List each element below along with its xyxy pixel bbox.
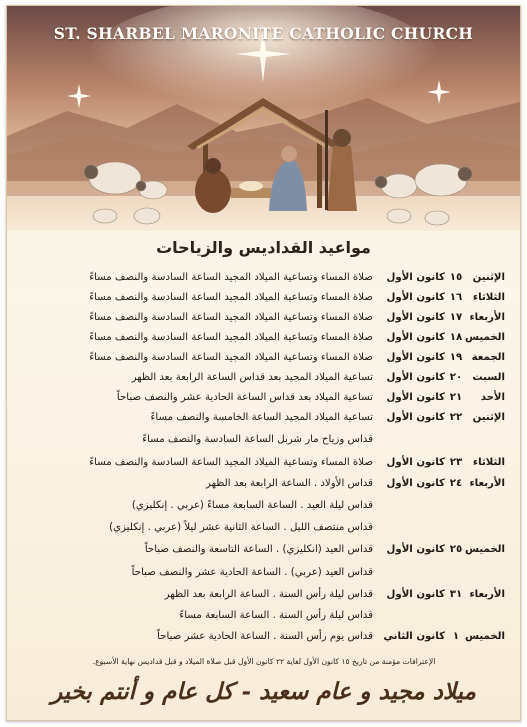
service-text: قداس الأولاد . الساعة الرابعة بعد الظهر (205, 478, 373, 489)
day-label: الثلاثاء (472, 292, 505, 303)
day-label: السبت (472, 372, 505, 383)
day-label: الإثنين (472, 412, 505, 423)
service-text: صلاة المساء وتساعية الميلاد المجيد الساعة السادسة والنصف مساءً (89, 457, 373, 468)
month-label: كانون الأول (386, 272, 445, 283)
day-label: الثلاثاء (472, 457, 505, 468)
service-text: قداس العيد (انكليزي) . الساعة التاسعة والنصف صباحاً (144, 544, 373, 555)
date-number: ١٥ (449, 272, 463, 283)
date-number: ١٧ (449, 312, 463, 323)
service-text: صلاة المساء وتساعية الميلاد المجيد الساعة السادسة والنصف مساءً (89, 312, 373, 323)
schedule-row (25, 352, 505, 370)
service-text: صلاة المساء وتساعية الميلاد المجيد الساعة السادسة والنصف مساءً (89, 352, 373, 363)
month-label: كانون الثاني (383, 631, 445, 642)
service-text: صلاة المساء وتساعية الميلاد المجيد الساعة السادسة والنصف مساءً (89, 272, 373, 283)
schedule-row (25, 332, 505, 350)
service-text: قداس ليلة رأس السنة . الساعة الرابعة بعد الظهر (164, 589, 373, 600)
month-label: كانون الأول (386, 478, 445, 489)
schedule-row-continuation (25, 567, 505, 585)
day-label: الخميس (464, 332, 505, 343)
schedule-row-continuation (25, 522, 505, 540)
day-label: الخميس (464, 544, 505, 555)
day-label: الأربعاء (469, 589, 505, 600)
service-text: قداس وزياح مار شربل الساعة السادسة والنصف مساءً (142, 434, 373, 445)
service-text: صلاة المساء وتساعية الميلاد المجيد الساعة السادسة والنصف مساءً (89, 292, 373, 303)
month-label: كانون الأول (386, 457, 445, 468)
schedule-row (25, 372, 505, 390)
schedule-row (25, 589, 505, 607)
day-label: الجمعة (471, 352, 505, 363)
schedule-row (25, 631, 505, 649)
day-label: الأربعاء (469, 478, 505, 489)
service-text: قداس ليلة العيد . الساعة السابعة مساءً (عربي . إنكليزي) (131, 500, 373, 511)
service-text: صلاة المساء وتساعية الميلاد المجيد الساعة السادسة والنصف مساءً (89, 332, 373, 343)
month-label: كانون الأول (386, 332, 445, 343)
confession-note: الإعترافات مؤمنة من تاريخ ١٥ كانون الأول لغاية ٢٢ كانون الأول قبل صلاة الميلاد و قبل قداديس نهاية الأسبوع. (92, 657, 436, 666)
schedule-row (25, 312, 505, 330)
service-text: تساعية الميلاد المجيد الساعة الخامسة والنصف مساءً (150, 412, 373, 423)
month-label: كانون الأول (386, 352, 445, 363)
schedule-row (25, 412, 505, 430)
date-number: ٢٠ (449, 372, 463, 383)
date-number: ١ (452, 631, 460, 642)
service-text: تساعية الميلاد بعد قداس الساعة الحادية عشر والنصف صباحاً (116, 392, 373, 403)
service-text: قداس منتصف الليل . الساعة الثانية عشر ليلاً (عربي . إنكليزي) (109, 522, 373, 533)
schedule-row (25, 272, 505, 290)
month-label: كانون الأول (386, 392, 445, 403)
schedule-row (25, 392, 505, 410)
page-title: مواعيد القداديس والزياحات (156, 238, 371, 257)
date-number: ٢١ (449, 392, 463, 403)
date-number: ٢٣ (449, 457, 463, 468)
date-number: ١٦ (449, 292, 463, 303)
schedule-row (25, 478, 505, 496)
date-number: ٢٢ (449, 412, 463, 423)
schedule-row (25, 544, 505, 562)
date-number: ٣١ (449, 589, 463, 600)
christmas-greeting: ميلاد مجيد و عام سعيد - كل عام و أنتم بخير (51, 678, 476, 705)
day-label: الأربعاء (469, 312, 505, 323)
date-number: ٢٥ (449, 544, 463, 555)
day-label: الأحد (480, 392, 505, 403)
month-label: كانون الأول (386, 544, 445, 555)
schedule-row-continuation (25, 434, 505, 452)
date-number: ٢٤ (449, 478, 463, 489)
day-label: الخميس (464, 631, 505, 642)
service-text: قداس العيد (عربي) . الساعة الحادية عشر والنصف صباحاً (131, 567, 373, 578)
month-label: كانون الأول (386, 292, 445, 303)
month-label: كانون الأول (386, 312, 445, 323)
date-number: ١٨ (449, 332, 463, 343)
schedule-row (25, 457, 505, 475)
month-label: كانون الأول (386, 412, 445, 423)
day-label: الإثنين (472, 272, 505, 283)
month-label: كانون الأول (386, 372, 445, 383)
flyer (6, 5, 521, 721)
schedule-row (25, 292, 505, 310)
date-number: ١٩ (449, 352, 463, 363)
church-name: ST. SHARBEL MARONITE CATHOLIC CHURCH (53, 24, 474, 43)
service-text: قداس يوم رأس السنة . الساعة الحادية عشر صباحاً (157, 631, 373, 642)
schedule-row-continuation (25, 610, 505, 628)
schedule-row-continuation (25, 500, 505, 518)
service-text: قداس ليلة رأس السنة . الساعة السابعة مساءً (179, 610, 373, 621)
service-text: تساعية الميلاد المجيد بعد قداس الساعة الرابعة بعد الظهر (131, 372, 373, 383)
month-label: كانون الأول (386, 589, 445, 600)
